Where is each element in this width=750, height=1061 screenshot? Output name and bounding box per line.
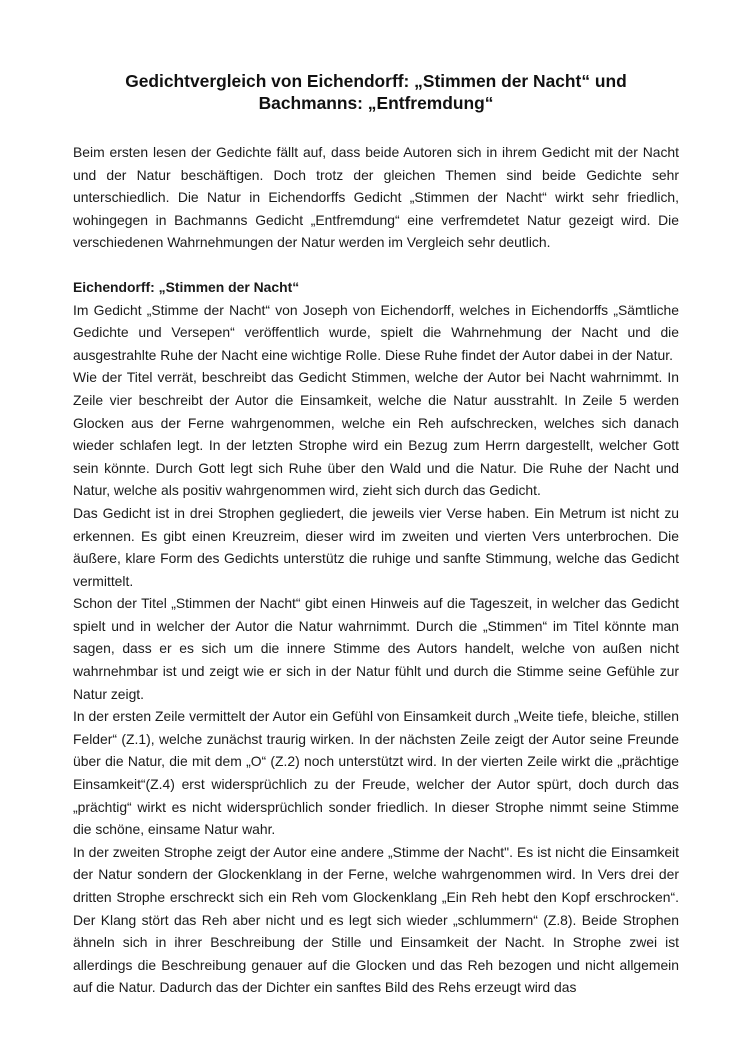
document-title [73,70,679,114]
intro-paragraph: Beim ersten lesen der Gedichte fällt auf, dass beide Autoren sich in ihrem Gedicht mit der Nacht und der Natur beschäftigen. Doch trotz der gleichen Themen sind beide Gedichte sehr unterschiedlich. Die Natur in Eichendorffs Gedicht „Stimmen der Nacht“ wirkt sehr friedlich, wohingegen in Bachmanns Gedicht „Entfremdung“ eine verfremdetet Natur gezeigt wird. Die verschiedenen Wahrnehmungen der Natur werden im Vergleich sehr deutlich. [73,144,679,251]
body-paragraph-2: Wie der Titel verrät, beschreibt das Gedicht Stimmen, welche der Autor bei Nacht wahrnimmt. In Zeile vier beschreibt der Autor die Einsamkeit, welche die Natur ausstrahlt. In Zeile 5 werden Glocken aus der Ferne wahrgenommen, welche ein Reh aufschrecken, welches sich danach wieder schlafen legt. In der letzten Strophe wird ein Bezug zum Herrn dargestellt, welcher Gott sein könnte. Durch Gott legt sich Ruhe über den Wald und die Natur. Die Ruhe der Nacht und Natur, welche als positiv wahrgenommen wird, zieht sich durch das Gedicht. [73,369,679,499]
body-paragraph-5: In der ersten Zeile vermittelt der Autor ein Gefühl von Einsamkeit durch „Weite tiefe, bleiche, stillen Felder“ (Z.1), welche zunächst traurig wirken. In der nächsten Zeile zeigt der Autor seine Freunde über die Natur, die mit dem „O“ (Z.2) noch unterstützt wird. In der vierten Zeile wirkt die „prächtige Einsamkeit“(Z.4) erst widersprüchlich zu der Freude, welcher der Autor spürt, doch durch das „prächtig“ wirkt es nicht widersprüchlich sonder friedlich. In dieser Strophe nimmt seine Stimme die schöne, einsame Natur wahr. [73,708,679,838]
document-page [73,70,679,999]
body-paragraph-3: Das Gedicht ist in drei Strophen gegliedert, die jeweils vier Verse haben. Ein Metrum ist nicht zu erkennen. Es gibt einen Kreuzreim, dieser wird im zweiten und vierten Vers unterbrochen. Die äußere, klare Form des Gedichts unterstütz die ruhige und sanfte Stimmung, welche das Gedicht vermittelt. [73,504,679,589]
document-title-line-1: Gedichtvergleich von Eichendorff: „Stimmen der Nacht“ und [125,71,627,91]
body-paragraph-4: Schon der Titel „Stimmen der Nacht“ gibt einen Hinweis auf die Tageszeit, in welcher das Gedicht spielt und in welcher der Autor die Natur wahrnimmt. Durch die „Stimmen“ im Titel könnte man sagen, dass er es sich um die innere Stimme des Autors handelt, welche von außen nicht wahrnehmbar ist und zeigt wie er sich in der Natur fühlt und durch die Stimme seine Gefühle zur Natur zeigt. [73,595,679,702]
body-paragraph-1: Im Gedicht „Stimme der Nacht“ von Joseph von Eichendorff, welches in Eichendorffs „Sämtliche Gedichte und Versepen“ veröffentlich wurde, spielt die Wahrnehmung der Nacht und die ausgestrahlte Ruhe der Nacht eine wichtige Rolle. Diese Ruhe findet der Autor dabei in der Natur. [73,301,679,363]
document-title-line-2: Bachmanns: „Entfremdung“ [258,93,494,113]
body-paragraph-6: In der zweiten Strophe zeigt der Autor eine andere „Stimme der Nacht". Es ist nicht die Einsamkeit der Natur sondern der Glockenklang in der Ferne, welche wahrgenommen wird. In Vers drei der dritten Strophe erschreckt sich ein Reh vom Glockenklang „Ein Reh hebt den Kopf erschrocken“. Der Klang stört das Reh aber nicht und es legt sich wieder „schlummern“ (Z.8). Beide Strophen ähneln sich in ihrer Beschreibung der Stille und Einsamkeit der Nacht. In Strophe zwei ist allerdings die Beschreibung genauer auf die Glocken und das Reh bezogen und nicht allgemein auf die Natur. Dadurch das der Dichter ein sanftes Bild des Rehs erzeugt wird das [73,843,679,996]
section-heading: Eichendorff: „Stimmen der Nacht“ [73,278,300,295]
